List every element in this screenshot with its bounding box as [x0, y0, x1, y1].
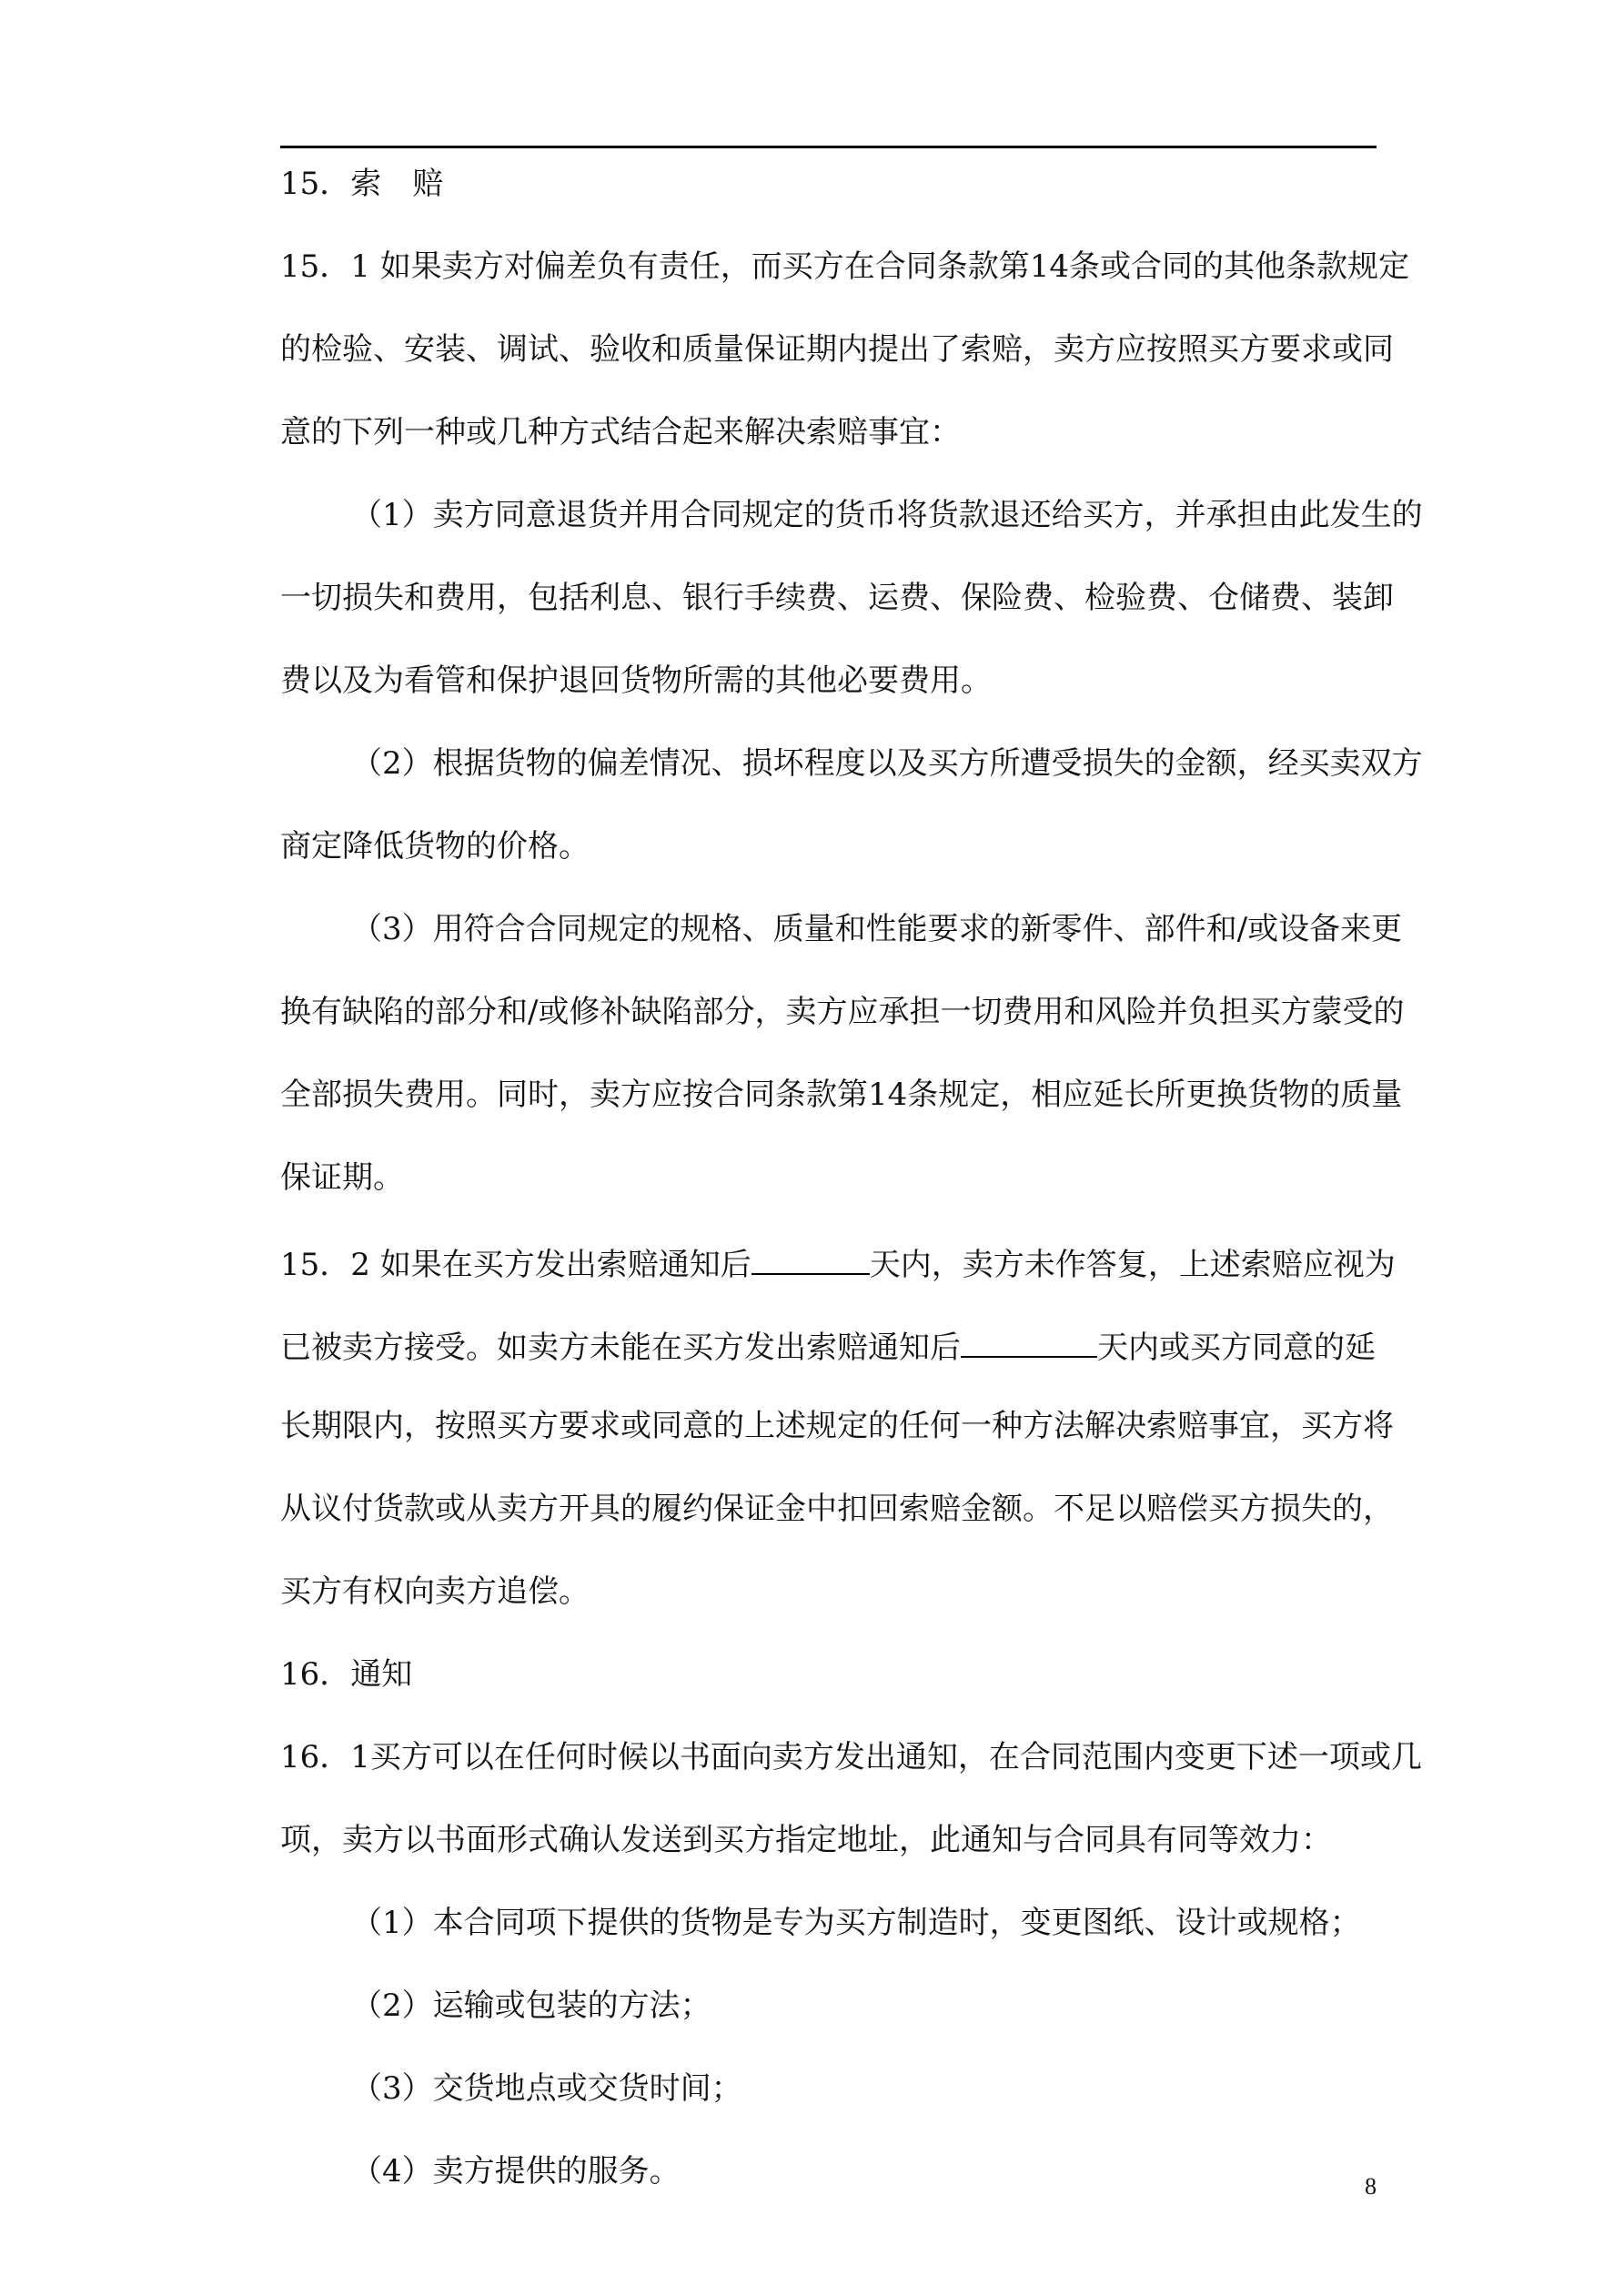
clause-15-2-line-2-end: 天内或买方同意的延: [1097, 1330, 1376, 1366]
clause-15-1-line-2: 的检验、安装、调试、验收和质量保证期内提出了索赔，卖方应按照买方要求或同: [280, 331, 1394, 368]
item-3-line-4: 保证期。: [280, 1159, 404, 1196]
item-3-line-3: 全部损失费用。同时，卖方应按合同条款第14条规定，相应延长所更换货物的质量: [280, 1077, 1403, 1113]
list-item: （2）运输或包装的方法；: [351, 1988, 711, 2024]
days-blank-1[interactable]: [751, 1240, 870, 1275]
item-3-line-2: 换有缺陷的部分和/或修补缺陷部分，卖方应承担一切费用和风险并负担买方蒙受的: [280, 994, 1405, 1030]
item-3-line-1: （3）用符合合同规定的规格、质量和性能要求的新零件、部件和/或设备来更: [351, 911, 1403, 947]
clause-15-2-line-4: 从议付货款或从卖方开具的履约保证金中扣回索赔金额。不足以赔偿买方损失的，: [280, 1491, 1394, 1527]
clause-15-2-line-3: 长期限内，按照买方要求或同意的上述规定的任何一种方法解决索赔事宜，买方将: [280, 1408, 1394, 1444]
clause-15-1-item-1: [280, 495, 1423, 702]
clause-16-1-line-2: 项，卖方以书面形式确认发送到买方指定地址，此通知与合同具有同等效力：: [280, 1822, 1332, 1858]
clause-15-1-line-3: 意的下列一种或几种方式结合起来解决索赔事宜：: [280, 414, 961, 450]
item-1-line-3: 费以及为看管和保护退回货物所需的其他必要费用。: [280, 663, 992, 699]
clause-16-1-item-3: [280, 2068, 1377, 2109]
clause-15-1-item-2: [280, 743, 1423, 867]
clause-15-2-line-5: 买方有权向卖方追偿。: [280, 1573, 590, 1610]
clause-15-2: [280, 1240, 1396, 1613]
section-16-heading-block: [280, 1654, 1377, 1695]
item-2-line-1: （2）根据货物的偏差情况、损坏程度以及买方所遭受损失的金额，经买卖双方: [351, 745, 1423, 782]
header-rule: [280, 146, 1377, 148]
section-15-heading: 15．索 赔: [280, 166, 444, 202]
item-1-line-1: （1）卖方同意退货并用合同规定的货币将货款退还给买方，并承担由此发生的: [351, 497, 1423, 533]
item-1-line-2: 一切损失和费用，包括利息、银行手续费、运费、保险费、检验费、仓储费、装卸: [280, 580, 1394, 616]
document-body: [280, 164, 1423, 2192]
clause-16-1-item-2: [280, 1986, 1377, 2027]
clause-15-1-line-1: 15．1 如果卖方对偏差负有责任，而买方在合同条款第14条或合同的其他条款规定: [280, 248, 1409, 285]
clause-15-2-line-1-end: 天内，卖方未作答复，上述索赔应视为: [869, 1247, 1396, 1283]
clause-15-2-line-2-start: 已被卖方接受。如卖方未能在买方发出索赔通知后: [280, 1330, 961, 1366]
clause-16-1-line-1: 16．1买方可以在任何时候以书面向卖方发出通知，在合同范围内变更下述一项或几: [280, 1739, 1422, 1775]
clause-16-1-item-1: [280, 1903, 1377, 1944]
section-16-heading: 16．通知: [280, 1656, 413, 1693]
clause-16-1-item-4: [280, 2151, 1377, 2192]
clause-15-2-line-1: [280, 1240, 1396, 1283]
clause-15-2-line-2: [280, 1323, 1377, 1364]
clause-15-2-line-1-start: 15．2 如果在买方发出索赔通知后: [280, 1247, 751, 1283]
list-item: （4）卖方提供的服务。: [351, 2153, 681, 2190]
section-15-heading-block: [280, 164, 1377, 205]
clause-15-1: [280, 247, 1409, 453]
page-number: 8: [1365, 2173, 1377, 2200]
days-blank-2[interactable]: [961, 1323, 1097, 1358]
clause-15-1-item-3: [280, 909, 1405, 1199]
list-item: （3）交货地点或交货时间；: [351, 2070, 742, 2107]
item-2-line-2: 商定降低货物的价格。: [280, 828, 590, 865]
clause-16-1: [280, 1737, 1422, 1861]
list-item: （1）本合同项下提供的货物是专为买方制造时，变更图纸、设计或规格；: [351, 1905, 1361, 1941]
